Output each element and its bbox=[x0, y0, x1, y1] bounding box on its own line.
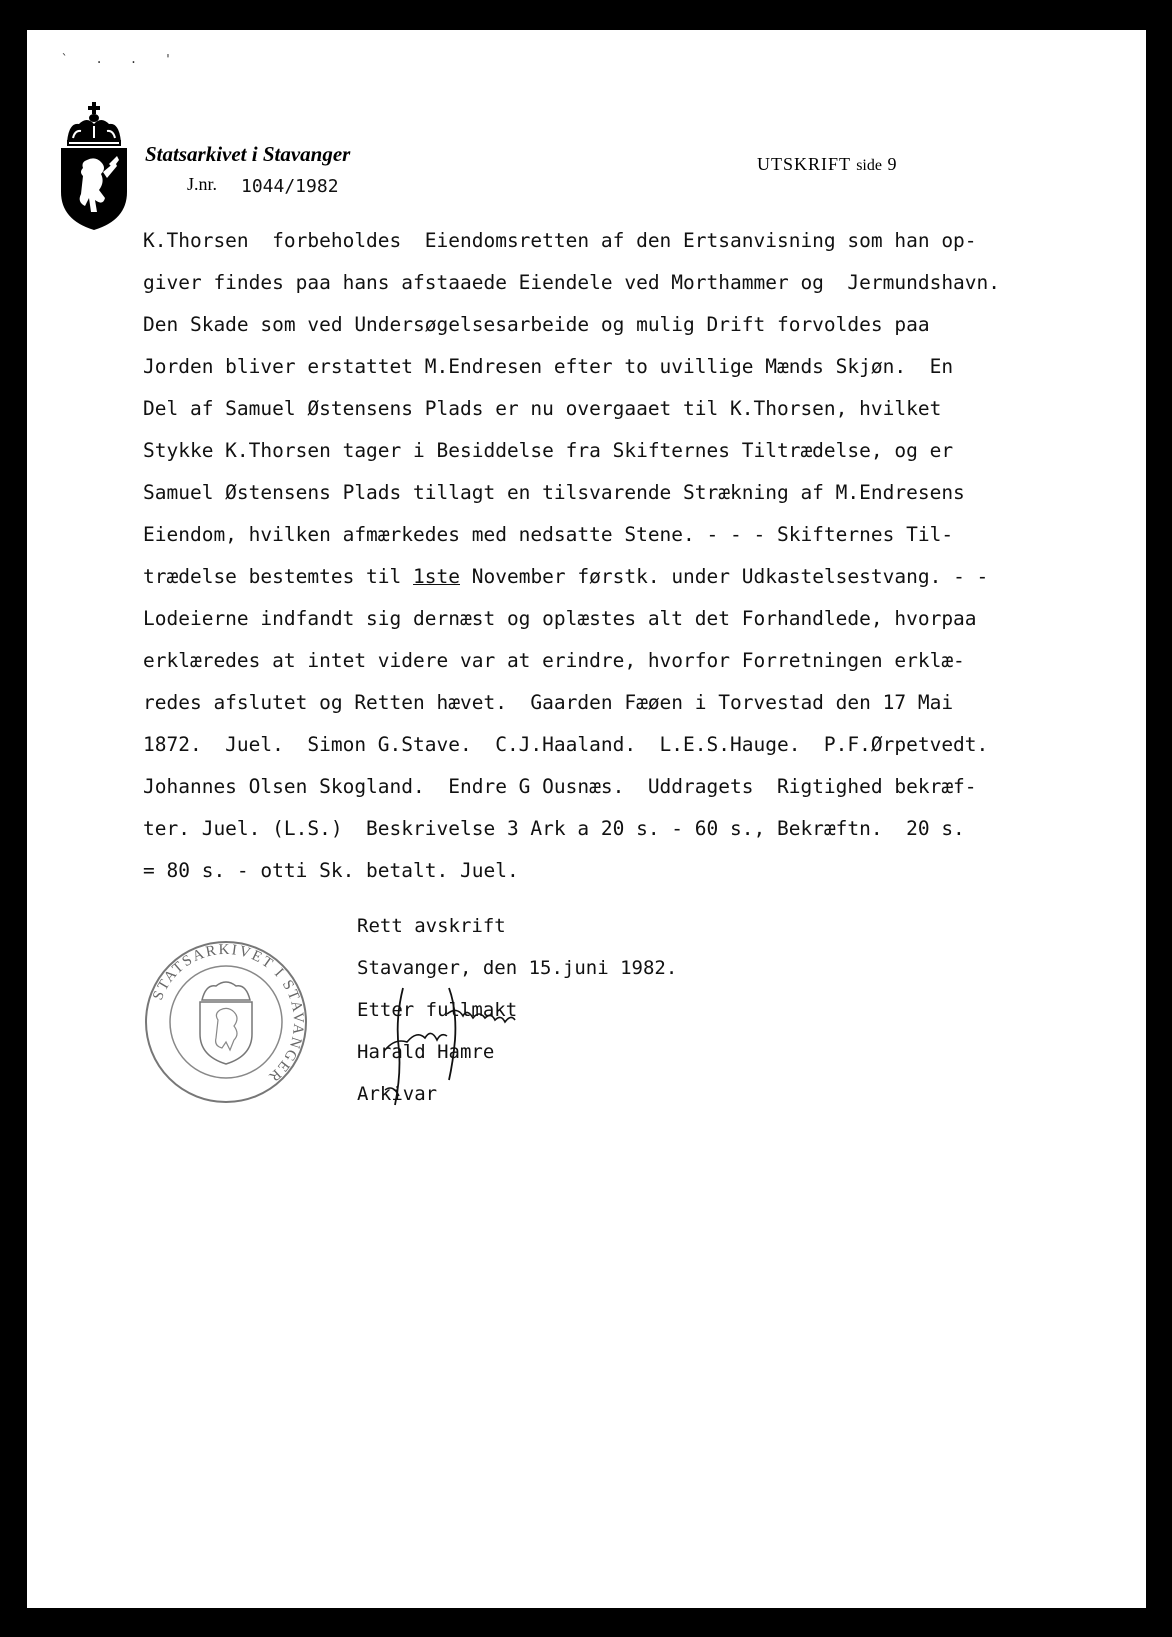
body-line bbox=[143, 514, 1103, 556]
body-text-segment: Den Skade som ved Undersøgelsesarbeide og mulig Drift forvoldes paa bbox=[143, 313, 930, 336]
body-text-segment: ter. Juel. (L.S.) Beskrivelse 3 Ark a 20 s. - 60 s., Bekræftn. 20 s. bbox=[143, 817, 965, 840]
utskrift-label: UTSKRIFT bbox=[757, 154, 851, 174]
closing-name: Harald Hamre bbox=[357, 1041, 495, 1063]
body-text-segment: K.Thorsen forbeholdes Eiendomsretten af den Ertsanvisning som han op- bbox=[143, 229, 977, 252]
body-text-segment: Del af Samuel Østensens Plads er nu overgaaet til K.Thorsen, hvilket bbox=[143, 397, 942, 420]
body-text-segment: giver findes paa hans afstaaede Eiendele ved Morthammer og Jermundshavn. bbox=[143, 271, 1001, 294]
body-line bbox=[143, 640, 1103, 682]
closing-place-date: Stavanger, den 15.juni 1982. bbox=[357, 957, 678, 979]
body-line bbox=[143, 304, 1103, 346]
body-line bbox=[143, 766, 1103, 808]
closing-title: Arkivar bbox=[357, 1083, 438, 1105]
document-page bbox=[27, 30, 1146, 1608]
archive-seal-icon bbox=[142, 938, 310, 1106]
body-text-segment: redes afslutet og Retten hævet. Gaarden Fæøen i Torvestad den 17 Mai bbox=[143, 691, 954, 714]
closing-etter-fullmakt: Etter fullmakt bbox=[357, 999, 518, 1021]
journal-number-label: J.nr. bbox=[187, 174, 218, 194]
seal-text: STATSARKIVET I STAVANGER bbox=[150, 941, 307, 1086]
scan-marks: ` . . ' bbox=[61, 52, 182, 66]
body-text-segment: Samuel Østensens Plads tillagt en tilsvarende Strækning af M.Endresens bbox=[143, 481, 965, 504]
body-text-segment: 1872. Juel. Simon G.Stave. C.J.Haaland. L.E.S.Hauge. P.F.Ørpetvedt. bbox=[143, 733, 989, 756]
body-line bbox=[143, 724, 1103, 766]
handwritten-signature bbox=[345, 980, 535, 1110]
coat-of-arms-icon bbox=[59, 102, 129, 232]
body-line bbox=[143, 598, 1103, 640]
body-text-segment: Lodeierne indfandt sig dernæst og oplæstes alt det Forhandlede, hvorpaa bbox=[143, 607, 977, 630]
body-text-segment: Stykke K.Thorsen tager i Besiddelse fra Skifternes Tiltrædelse, og er bbox=[143, 439, 954, 462]
body-line bbox=[143, 556, 1103, 598]
body-text-segment: Jorden bliver erstattet M.Endresen efter to uvillige Mænds Skjøn. En bbox=[143, 355, 954, 378]
body-text-segment: Eiendom, hvilken afmærkedes med nedsatte Stene. - - - Skifternes Til- bbox=[143, 523, 954, 546]
body-line bbox=[143, 388, 1103, 430]
body-line bbox=[143, 850, 1103, 892]
journal-number-value: 1044/1982 bbox=[241, 176, 339, 197]
body-line bbox=[143, 682, 1103, 724]
body-text-segment: trædelse bestemtes til bbox=[143, 565, 414, 588]
body-text-segment: erklæredes at intet videre var at erindre, hvorfor Forretningen erklæ- bbox=[143, 649, 965, 672]
underlined-text: 1ste bbox=[413, 565, 460, 588]
body-text-segment: = 80 s. - otti Sk. betalt. Juel. bbox=[143, 859, 519, 882]
closing-rett-avskrift: Rett avskrift bbox=[357, 915, 506, 937]
body-text-segment: November førstk. under Udkastelsestvang. - - bbox=[460, 565, 989, 588]
side-label: side bbox=[856, 157, 882, 174]
side-number: 9 bbox=[887, 154, 898, 174]
body-line bbox=[143, 808, 1103, 850]
body-line bbox=[143, 472, 1103, 514]
body-line bbox=[143, 346, 1103, 388]
body-line bbox=[143, 430, 1103, 472]
body-text-segment: Johannes Olsen Skogland. Endre G Ousnæs. Uddragets Rigtighed bekræf- bbox=[143, 775, 977, 798]
body-line bbox=[143, 220, 1103, 262]
transcript-body bbox=[143, 220, 1103, 892]
body-line bbox=[143, 262, 1103, 304]
page-header-right bbox=[757, 154, 897, 175]
archive-name: Statsarkivet i Stavanger bbox=[145, 142, 351, 166]
